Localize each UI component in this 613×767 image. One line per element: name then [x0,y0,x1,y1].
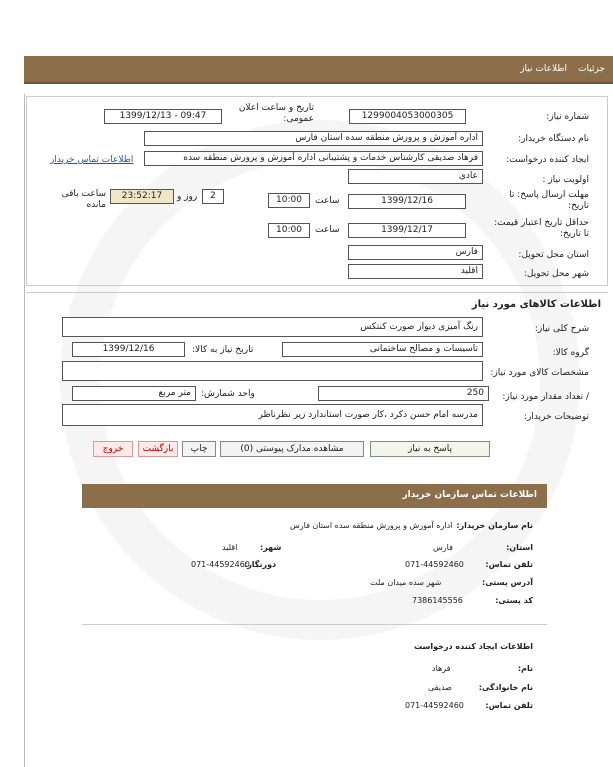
attachments-button[interactable]: مشاهده مدارک پیوستی (0) [220,441,364,457]
city-label: شهر: [260,543,282,552]
address-label: آدرس پستی: [482,578,533,587]
address-value: شهر سده میدان ملت [370,578,442,587]
last-name-value: صدیقی [428,683,452,692]
buyer-notes-label: توضیحات خریدار: [523,412,589,422]
first-name-value: فرهاد [432,664,451,673]
announce-datetime-label: تاریخ و ساعت اعلان عمومی: [238,103,314,124]
back-button[interactable]: بازگشت [138,441,178,457]
creator-phone-label: تلفن تماس: [485,701,533,710]
buyer-org-field: اداره آموزش و پرورش منطقه سده استان فارس [144,131,483,146]
reply-button[interactable]: پاسخ به نیاز [370,441,490,457]
announce-datetime-field: 1399/12/13 - 09:47 [104,109,222,124]
province-label: استان: [506,543,533,552]
print-button[interactable]: چاپ [182,441,216,457]
reply-deadline-date-field: 1399/12/16 [348,194,466,209]
price-validity-hour-label: ساعت [315,225,340,235]
goods-divider [26,292,608,293]
days-left-field: 2 [202,189,224,204]
org-name-value: اداره آموزش و پرورش منطقه سده استان فارس [290,521,453,530]
specs-label: مشخصات کالای مورد نیاز: [490,368,589,378]
creator-phone-value: 071-44592460 [405,701,464,710]
city-value: اقلید [222,543,238,552]
contact-section-title: اطلاعات تماس سازمان خریدار [402,490,537,500]
page-left-border [24,94,25,767]
fax-value: 071-44592460 [191,560,250,569]
general-desc-field: رنگ آمیزی دیوار صورت کنتکس [62,317,483,337]
reply-deadline-label: مهلت ارسال پاسخ: تا تاریخ: [509,190,589,211]
buyer-contact-link[interactable]: اطلاعات تماس خریدار [50,155,134,165]
goods-group-field: تاسیسات و مصالح ساختمانی [282,342,483,357]
tab-details[interactable]: جزئیات [578,64,605,74]
need-date-label: تاریخ نیاز به کالا: [192,345,254,355]
last-name-label: نام خانوادگی: [478,683,533,692]
delivery-city-field: اقلید [348,264,483,279]
org-name-label: نام سازمان خریدار: [456,521,533,530]
unit-label: واحد شمارش: [201,389,255,399]
contact-divider [82,624,547,625]
need-number-field: 1299004053000305 [349,109,466,124]
days-left-label: روز و [177,192,198,202]
price-validity-time-field: 10:00 [268,223,310,238]
goods-section-title: اطلاعات کالاهای مورد نیاز [471,299,601,310]
phone-label: تلفن تماس: [485,560,533,569]
reply-deadline-hour-label: ساعت [315,196,340,206]
fax-label: دورنگار: [244,560,277,569]
delivery-city-label: شهر محل تحویل: [523,269,589,279]
requester-label: ایجاد کننده درخواست: [506,155,589,165]
priority-label: اولویت نیاز : [542,175,589,185]
priority-field: عادی [348,169,483,184]
buyer-notes-field: مدرسه امام حسن ذکرد ،کار صورت استاندارد زیر نظرناظر [62,404,483,426]
delivery-province-field: فارس [348,245,483,260]
creator-section-title: اطلاعات ایجاد کننده درخواست [414,642,533,651]
postal-code-label: کد پستی: [495,596,533,605]
contact-header-bar [82,484,547,508]
goods-group-label: گروه کالا: [552,348,589,358]
reply-deadline-time-field: 10:00 [268,193,310,208]
price-validity-label: حداقل تاریخ اعتبار قیمت: تا تاریخ: [494,218,589,239]
price-validity-date-field: 1399/12/17 [348,223,466,238]
tab-need-info[interactable]: اطلاعات نیاز [520,64,567,74]
unit-field: متر مربع [72,386,196,401]
need-date-field: 1399/12/16 [72,342,185,357]
quantity-label: / تعداد مقدار مورد نیاز: [502,392,589,402]
time-left-field: 23:52:17 [110,189,174,204]
exit-button[interactable]: خروج [93,441,133,457]
quantity-field: 250 [318,386,489,401]
specs-field [62,361,483,381]
province-value: فارس [433,543,453,552]
need-number-label: شماره نیاز: [546,112,589,122]
requester-field: فرهاد صدیقی کارشناس خدمات و پشتیبانی اداره آموزش و پرورش منطقه سده [144,151,483,166]
postal-code-value: 7386145556 [412,596,463,605]
first-name-label: نام: [517,664,533,673]
time-left-label: ساعت باقی مانده [61,189,106,210]
phone-value: 071-44592460 [405,560,464,569]
general-desc-label: شرح کلی نیاز: [534,324,589,334]
buyer-org-label: نام دستگاه خریدار: [518,134,589,144]
details-header-bar [24,56,613,84]
delivery-province-label: استان محل تحویل: [518,250,589,260]
